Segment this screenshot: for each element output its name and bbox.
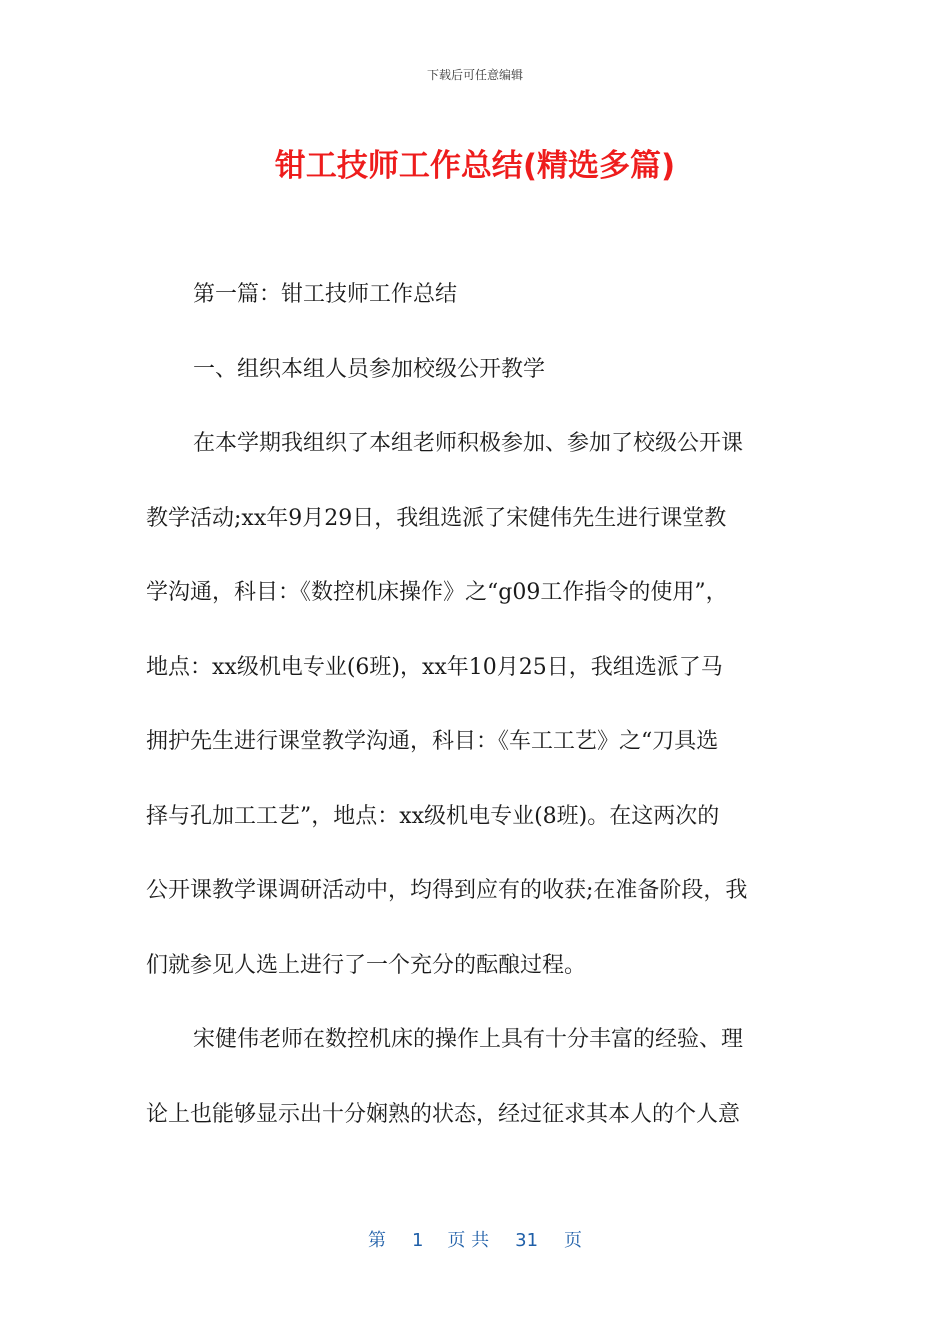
- footer-suffix: 页: [564, 1230, 583, 1251]
- section-heading: 第一篇：钳工技师工作总结: [193, 282, 458, 307]
- footer-prefix: 第: [367, 1230, 386, 1251]
- paragraph-line: 择与孔加工工艺”，地点：xx级机电专业(8班)。在这两次的: [146, 803, 720, 829]
- paragraph-line: 地点：xx级机电专业(6班)，xx年10月25日，我组选派了马: [146, 654, 723, 680]
- paragraph-line: 教学活动;xx年9月29日，我组选派了宋健伟先生进行课堂教: [146, 505, 727, 531]
- footer-total-pages: 31: [515, 1230, 539, 1251]
- header-note: 下载后可任意编辑: [426, 68, 523, 82]
- paragraph-line: 拥护先生进行课堂教学沟通，科目：《车工工艺》之“刀具选: [146, 729, 719, 754]
- paragraph-line: 公开课教学课调研活动中，均得到应有的收获;在准备阶段，我: [146, 878, 748, 903]
- paragraph-line: 论上也能够显示出十分娴熟的状态，经过征求其本人的个人意: [146, 1101, 741, 1127]
- page-footer: [0, 1226, 950, 1252]
- document-body: [146, 258, 806, 1152]
- paragraph-line: 宋健伟老师在数控机床的操作上具有十分丰富的经验、理: [193, 1027, 744, 1052]
- footer-middle: 页 共: [447, 1230, 490, 1251]
- footer-page-number: 1: [411, 1230, 424, 1251]
- paragraph-line: 学沟通，科目：《数控机床操作》之“g09工作指令的使用”，: [146, 580, 728, 605]
- paragraph-line: 们就参见人选上进行了一个充分的酝酿过程。: [146, 952, 587, 978]
- subsection-heading: 一、组织本组人员参加校级公开教学: [193, 356, 546, 382]
- paragraph-line: 在本学期我组织了本组老师积极参加、参加了校级公开课: [193, 431, 744, 456]
- document-title: 钳工技师工作总结(精选多篇): [274, 148, 676, 184]
